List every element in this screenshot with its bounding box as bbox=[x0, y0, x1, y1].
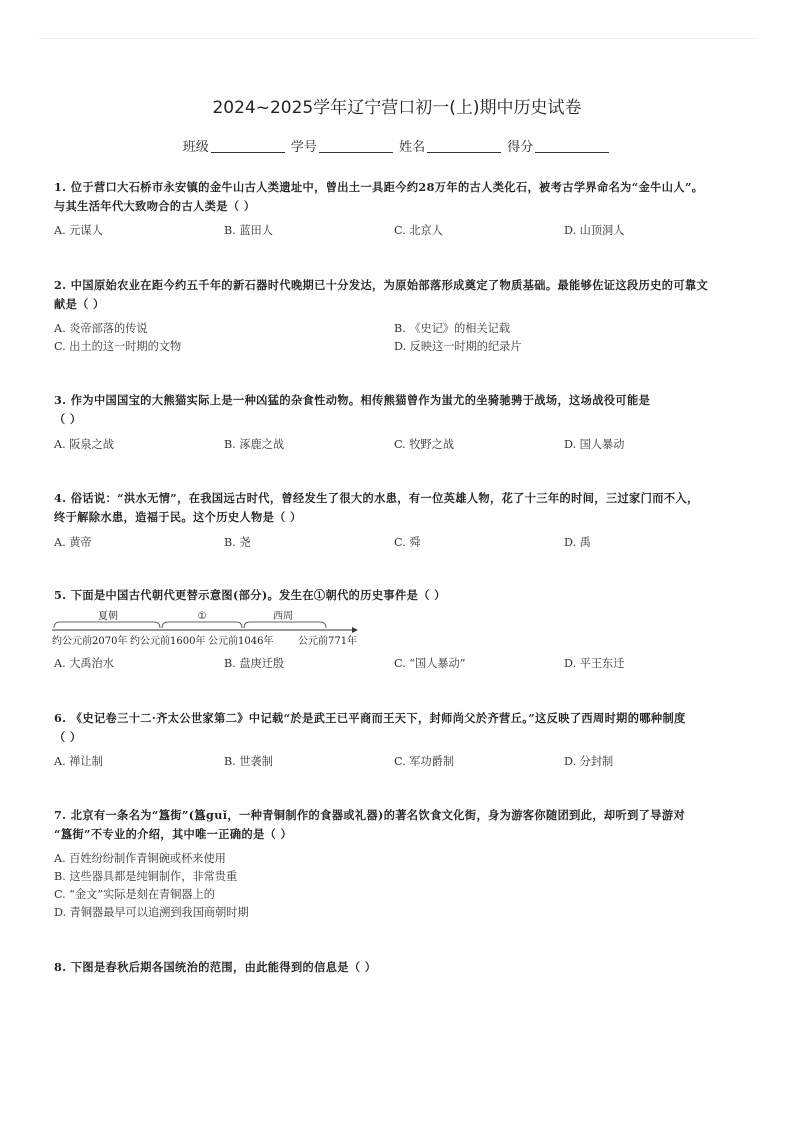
question-2 bbox=[54, 276, 744, 314]
q7-option-c[interactable]: C. “金文”实际是刻在青铜器上的 bbox=[54, 888, 215, 901]
timeline-brace-1 bbox=[162, 622, 242, 628]
timeline-label-xia: 夏朝 bbox=[98, 611, 118, 622]
timeline-brace-western-zhou bbox=[244, 622, 326, 628]
q5-option-c[interactable]: C. “国人暴动” bbox=[394, 657, 466, 670]
q1-option-a[interactable]: A. 元谋人 bbox=[54, 224, 103, 237]
q4-option-b[interactable]: B. 尧 bbox=[224, 536, 251, 549]
q1-option-c[interactable]: C. 北京人 bbox=[394, 224, 443, 237]
score-label: 得分 bbox=[507, 140, 534, 155]
timeline-brace-xia bbox=[54, 622, 160, 628]
q6-option-b[interactable]: B. 世袭制 bbox=[224, 755, 273, 768]
question-1-text-line2: 与其生活年代大致吻合的古人类是（ ） bbox=[54, 199, 256, 213]
question-1 bbox=[54, 178, 744, 216]
q5-option-a[interactable]: A. 大禹治水 bbox=[54, 657, 114, 670]
q2-option-d[interactable]: D. 反映这一时期的纪录片 bbox=[394, 340, 522, 353]
timeline-date-1: 约公元前2070年 bbox=[52, 636, 128, 647]
q5-option-b[interactable]: B. 盘庚迁殷 bbox=[224, 657, 285, 670]
q3-option-b[interactable]: B. 涿鹿之战 bbox=[224, 438, 285, 451]
timeline-date-2: 约公元前1600年 bbox=[130, 636, 206, 647]
question-5-text-line1: 5. 下面是中国古代朝代更替示意图(部分)。发生在①朝代的历史事件是（ ） bbox=[54, 588, 446, 602]
name-blank[interactable] bbox=[427, 139, 501, 153]
question-6-text-line1: 6. 《史记卷三十二·齐太公世家第二》中记载“於是武王已平商而王天下，封师尚父於齐营丘。”这反映了西周时期的哪种制度 bbox=[54, 711, 686, 725]
class-label: 班级 bbox=[182, 140, 209, 155]
question-7 bbox=[54, 806, 744, 844]
question-3 bbox=[54, 391, 744, 429]
question-2-text-line1: 2. 中国原始农业在距今约五千年的新石器时代晚期已十分发达，为原始部落形成奠定了物质基础。最能够佐证这段历史的可靠文 bbox=[54, 278, 709, 292]
question-1-text-line1: 1. 位于营口大石桥市永安镇的金牛山古人类遗址中，曾出土一具距今约28万年的古人类化石，被考古学界命名为“金牛山人”。 bbox=[54, 180, 704, 194]
score-blank[interactable] bbox=[535, 139, 609, 153]
q2-option-b[interactable]: B. 《史记》的相关记载 bbox=[394, 322, 511, 335]
question-4-text-line1: 4. 俗话说：“洪水无情”，在我国远古时代，曾经发生了很大的水患，有一位英雄人物，花了十三年的时间，三过家门而不入， bbox=[54, 491, 699, 505]
timeline-label-1: ① bbox=[197, 611, 207, 622]
q4-option-a[interactable]: A. 黄帝 bbox=[54, 536, 92, 549]
name-label: 姓名 bbox=[399, 140, 426, 155]
q6-option-d[interactable]: D. 分封制 bbox=[564, 755, 614, 768]
q4-option-d[interactable]: D. 禹 bbox=[564, 536, 591, 549]
q1-option-d[interactable]: D. 山顶洞人 bbox=[564, 224, 625, 237]
timeline-arrow-icon bbox=[352, 627, 358, 633]
question-8-text-line1: 8. 下图是春秋后期各国统治的范围，由此能得到的信息是（ ） bbox=[54, 960, 377, 974]
timeline-label-western-zhou: 西周 bbox=[273, 611, 293, 622]
id-blank[interactable] bbox=[319, 139, 393, 153]
page-title: 2024~2025学年辽宁营口初一(上)期中历史试卷 bbox=[212, 98, 582, 118]
q2-option-c[interactable]: C. 出土的这一时期的文物 bbox=[54, 340, 182, 353]
q5-option-d[interactable]: D. 平王东迁 bbox=[564, 657, 625, 670]
q6-option-c[interactable]: C. 军功爵制 bbox=[394, 755, 455, 768]
q3-option-a[interactable]: A. 阪泉之战 bbox=[54, 438, 114, 451]
q3-option-c[interactable]: C. 牧野之战 bbox=[394, 438, 455, 451]
question-7-text-line2: “簋街”不专业的介绍，其中唯一正确的是（ ） bbox=[54, 827, 293, 841]
question-4-text-line2: 终于解除水患，造福于民。这个历史人物是（ ） bbox=[54, 510, 302, 524]
question-3-text-line1: 3. 作为中国国宝的大熊猫实际上是一种凶猛的杂食性动物。相传熊猫曾作为蚩尤的坐骑驰骋于战场，这场战役可能是 bbox=[54, 393, 651, 407]
q6-option-a[interactable]: A. 禅让制 bbox=[54, 755, 103, 768]
q7-option-a[interactable]: A. 百姓纷纷制作青铜碗或杯来使用 bbox=[54, 852, 226, 865]
question-7-text-line1: 7. 北京有一条名为“簋街”(簋guǐ，一种青铜制作的食器或礼器)的著名饮食文化街，身为游客你随团到此，却听到了导游对 bbox=[54, 808, 686, 822]
timeline-date-3: 公元前1046年 bbox=[208, 636, 274, 647]
class-blank[interactable] bbox=[211, 139, 285, 153]
question-5 bbox=[54, 586, 744, 605]
id-label: 学号 bbox=[290, 140, 317, 155]
q4-option-c[interactable]: C. 舜 bbox=[394, 536, 421, 549]
top-divider bbox=[38, 38, 756, 39]
question-8 bbox=[54, 958, 744, 977]
q7-option-b[interactable]: B. 这些器具都是纯铜制作，非常贵重 bbox=[54, 870, 238, 883]
student-info-line bbox=[0, 136, 794, 155]
q7-option-d[interactable]: D. 青铜器最早可以追溯到我国商朝时期 bbox=[54, 906, 249, 919]
q2-option-a[interactable]: A. 炎帝部落的传说 bbox=[54, 322, 148, 335]
question-3-text-line2: （ ） bbox=[54, 412, 82, 426]
question-6 bbox=[54, 709, 744, 747]
timeline-date-4: 公元前771年 bbox=[298, 636, 358, 647]
dynasty-timeline-diagram bbox=[50, 608, 360, 650]
q3-option-d[interactable]: D. 国人暴动 bbox=[564, 438, 625, 451]
q1-option-b[interactable]: B. 蓝田人 bbox=[224, 224, 273, 237]
question-2-text-line2: 献是（ ） bbox=[54, 297, 105, 311]
question-6-text-line2: （ ） bbox=[54, 730, 82, 744]
question-4 bbox=[54, 489, 744, 527]
